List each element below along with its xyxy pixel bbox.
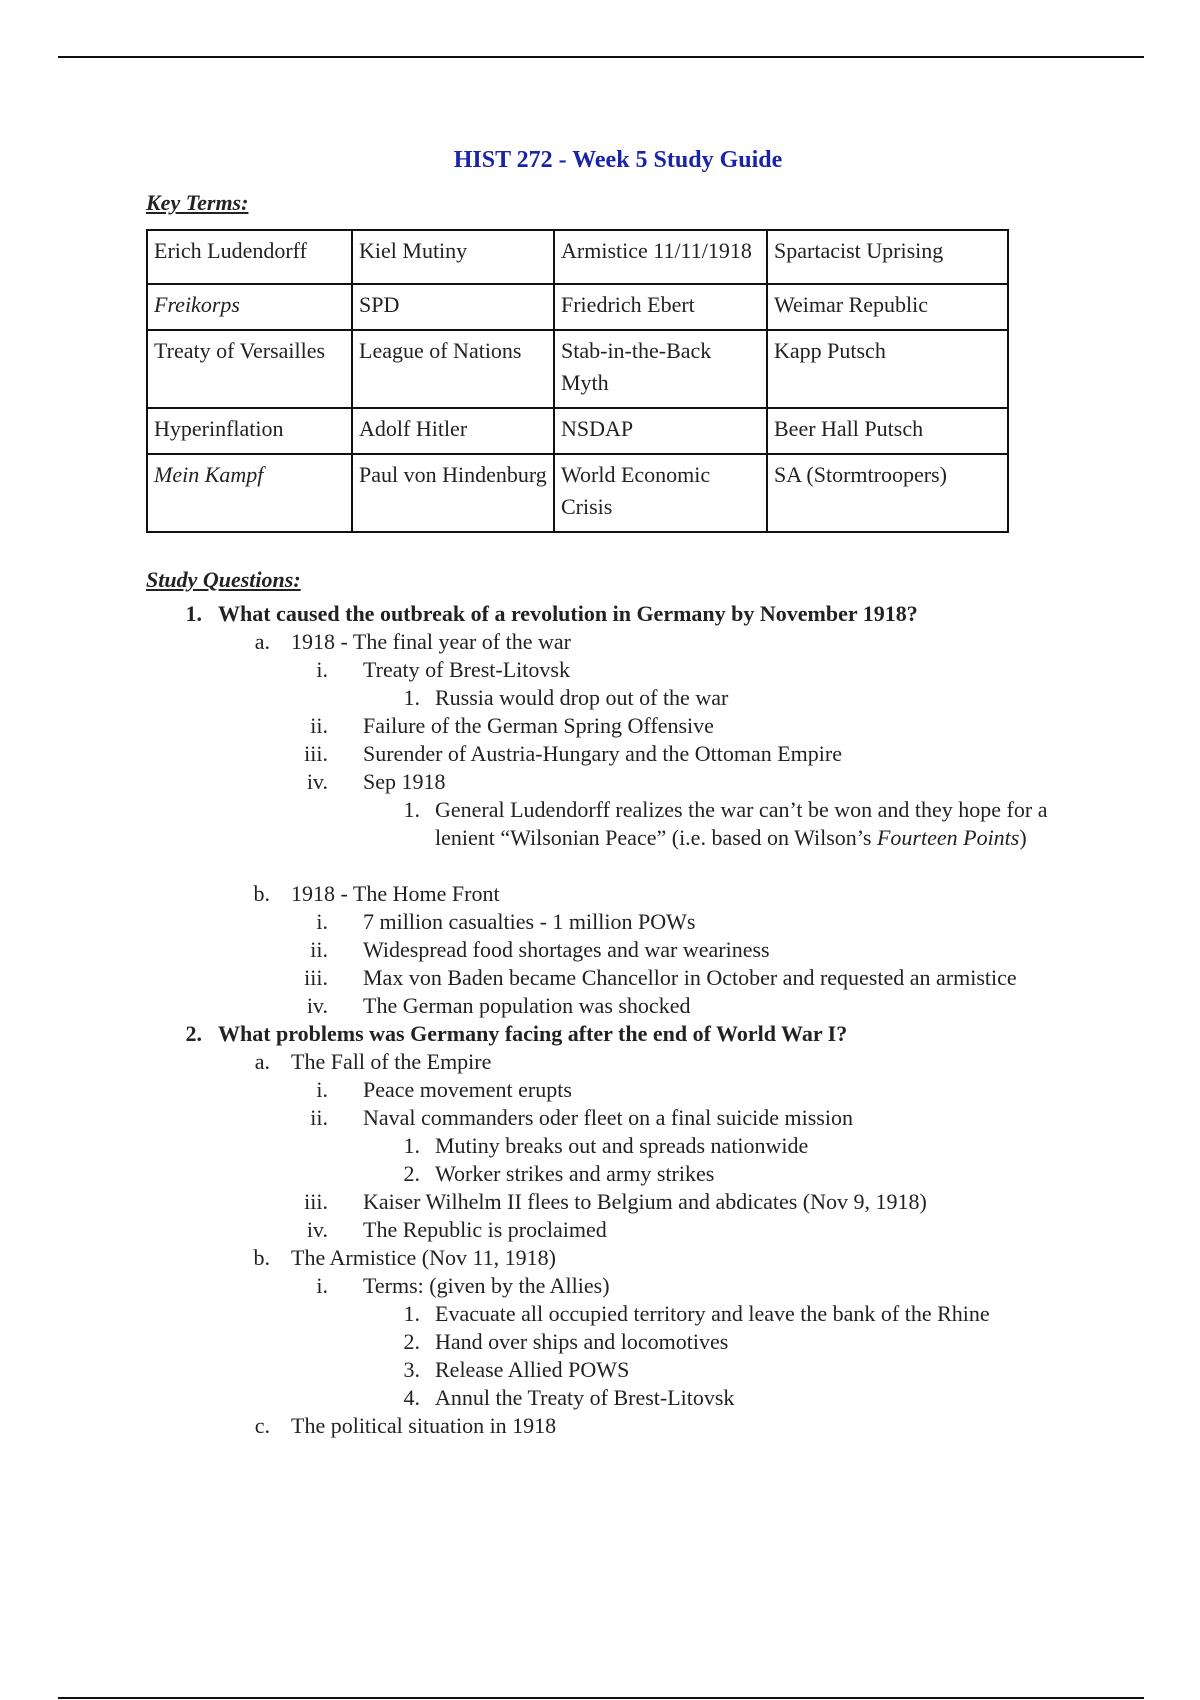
list-item-text: Widespread food shortages and war weariness — [363, 937, 770, 962]
key-term-cell: Freikorps — [147, 284, 352, 330]
question-text: What caused the outbreak of a revolution in Germany by November 1918? — [218, 601, 918, 626]
list-item-text: Sep 1918 — [363, 769, 446, 794]
list-marker: iv. — [306, 1217, 328, 1242]
list-marker: 3. — [403, 1357, 420, 1382]
list-item — [0, 1272, 1200, 1300]
list-marker: ii. — [310, 713, 328, 738]
list-item — [0, 1076, 1200, 1104]
list-item — [0, 796, 1200, 880]
list-item-text: Mutiny breaks out and spreads nationwide — [435, 1133, 809, 1158]
list-item-text — [435, 796, 1075, 852]
list-item — [0, 1328, 1200, 1356]
key-term-cell: Beer Hall Putsch — [767, 408, 1008, 454]
list-item-text: Evacuate all occupied territory and leave the bank of the Rhine — [435, 1301, 990, 1326]
key-term-cell: Friedrich Ebert — [554, 284, 767, 330]
list-marker: iii. — [304, 741, 328, 766]
list-item — [0, 712, 1200, 740]
list-item — [0, 992, 1200, 1020]
key-term-cell: Armistice 11/11/1918 — [554, 230, 767, 284]
page-title: HIST 272 - Week 5 Study Guide — [453, 147, 783, 173]
list-marker: a. — [254, 1049, 270, 1074]
key-term-cell: Stab-in-the-Back Myth — [554, 330, 767, 408]
list-item-text: 1918 - The final year of the war — [291, 629, 571, 654]
list-item — [0, 1216, 1200, 1244]
list-marker: b. — [253, 1245, 270, 1270]
list-marker: b. — [253, 881, 270, 906]
study-questions-heading: Study Questions: — [146, 567, 301, 592]
list-item — [0, 1300, 1200, 1328]
table-row — [147, 408, 1008, 454]
list-item — [0, 684, 1200, 712]
list-marker: i. — [316, 657, 328, 682]
list-item-text-emphasis: Fourteen Points — [876, 825, 1020, 850]
key-term-cell: SA (Stormtroopers) — [767, 454, 1008, 532]
list-marker: 1. — [403, 685, 420, 710]
list-marker: 2. — [185, 1021, 202, 1046]
key-term-cell: NSDAP — [554, 408, 767, 454]
list-item-text: The German population was shocked — [363, 993, 691, 1018]
list-marker: 1. — [403, 1133, 420, 1158]
list-marker: c. — [254, 1413, 270, 1438]
list-item — [0, 1188, 1200, 1216]
list-item-text: 7 million casualties - 1 million POWs — [363, 909, 696, 934]
list-item-text: Failure of the German Spring Offensive — [363, 713, 714, 738]
key-term-cell: Hyperinflation — [147, 408, 352, 454]
key-term-cell: SPD — [352, 284, 554, 330]
key-term-cell: Erich Ludendorff — [147, 230, 352, 284]
list-item — [0, 1244, 1200, 1272]
list-item-text: Max von Baden became Chancellor in October and requested an armistice — [363, 965, 1017, 990]
list-marker: i. — [316, 1077, 328, 1102]
list-item-text: The Fall of the Empire — [291, 1049, 492, 1074]
list-marker: i. — [316, 1273, 328, 1298]
list-marker: iii. — [304, 1189, 328, 1214]
list-marker: ii. — [310, 1105, 328, 1130]
list-item-text-tail: ) — [1019, 825, 1027, 850]
key-term-cell: Mein Kampf — [147, 454, 352, 532]
list-item-text: Terms: (given by the Allies) — [363, 1273, 610, 1298]
list-marker: 1. — [185, 601, 202, 626]
key-term-cell: Spartacist Uprising — [767, 230, 1008, 284]
key-terms-table — [146, 229, 1009, 533]
list-item-text: Surender of Austria-Hungary and the Ottoman Empire — [363, 741, 842, 766]
study-questions-outline — [0, 600, 1200, 1440]
question-item — [0, 600, 1200, 628]
list-marker: 1. — [403, 797, 420, 822]
list-item — [0, 768, 1200, 796]
list-marker: iv. — [306, 769, 328, 794]
key-term-cell: Adolf Hitler — [352, 408, 554, 454]
list-item — [0, 936, 1200, 964]
list-item-text: Russia would drop out of the war — [435, 685, 729, 710]
list-item — [0, 1104, 1200, 1132]
key-term-cell: Treaty of Versailles — [147, 330, 352, 408]
list-item — [0, 656, 1200, 684]
list-marker: 2. — [403, 1329, 420, 1354]
table-row — [147, 454, 1008, 532]
list-item-text: Treaty of Brest-Litovsk — [363, 657, 570, 682]
list-marker: iv. — [306, 993, 328, 1018]
list-item-text: The political situation in 1918 — [291, 1413, 557, 1438]
table-row — [147, 330, 1008, 408]
list-item-text-main: General Ludendorff realizes the war can’t be won and they hope for a lenient “Wilsonian Peace” (i.e. based on Wilson’s — [435, 797, 1048, 850]
list-marker: 1. — [403, 1301, 420, 1326]
list-marker: iii. — [304, 965, 328, 990]
key-term-cell: World Economic Crisis — [554, 454, 767, 532]
list-item — [0, 1412, 1200, 1440]
list-item-text: Naval commanders oder fleet on a final suicide mission — [363, 1105, 853, 1130]
key-terms-heading: Key Terms: — [146, 190, 249, 215]
footer-rule — [58, 1697, 1144, 1699]
list-item-text: The Armistice (Nov 11, 1918) — [291, 1245, 556, 1270]
list-item — [0, 908, 1200, 936]
key-term-cell: Kiel Mutiny — [352, 230, 554, 284]
table-row — [147, 284, 1008, 330]
list-marker: 4. — [403, 1385, 420, 1410]
list-item — [0, 1048, 1200, 1076]
list-item-text: 1918 - The Home Front — [291, 881, 500, 906]
list-item — [0, 1384, 1200, 1412]
list-item-text: The Republic is proclaimed — [363, 1217, 607, 1242]
key-term-cell: Paul von Hindenburg — [352, 454, 554, 532]
list-item-text: Kaiser Wilhelm II flees to Belgium and abdicates (Nov 9, 1918) — [363, 1189, 927, 1214]
question-item — [0, 1020, 1200, 1048]
list-item-text: Annul the Treaty of Brest-Litovsk — [435, 1385, 735, 1410]
list-marker: i. — [316, 909, 328, 934]
list-marker: ii. — [310, 937, 328, 962]
table-row — [147, 230, 1008, 284]
list-item-text: Hand over ships and locomotives — [435, 1329, 729, 1354]
list-item-text: Worker strikes and army strikes — [435, 1161, 715, 1186]
list-item — [0, 628, 1200, 656]
list-item — [0, 1356, 1200, 1384]
list-item-text: Peace movement erupts — [363, 1077, 572, 1102]
list-marker: a. — [254, 629, 270, 654]
list-item — [0, 964, 1200, 992]
question-text: What problems was Germany facing after the end of World War I? — [218, 1021, 848, 1046]
list-item — [0, 740, 1200, 768]
key-term-cell: League of Nations — [352, 330, 554, 408]
key-term-cell: Weimar Republic — [767, 284, 1008, 330]
list-item — [0, 880, 1200, 908]
key-term-cell: Kapp Putsch — [767, 330, 1008, 408]
header-rule — [58, 56, 1144, 58]
list-item — [0, 1160, 1200, 1188]
list-item-text: Release Allied POWS — [435, 1357, 630, 1382]
list-item — [0, 1132, 1200, 1160]
list-marker: 2. — [403, 1161, 420, 1186]
